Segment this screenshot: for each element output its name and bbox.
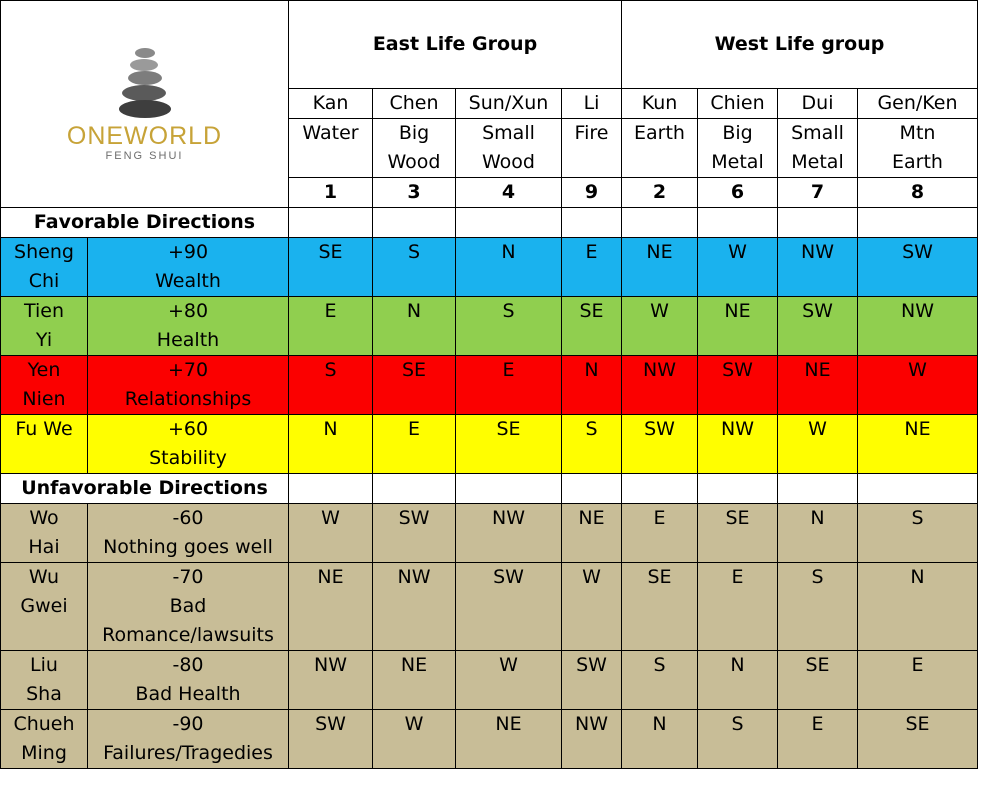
direction-cell: NE (289, 563, 373, 651)
star-name-line: Sha (26, 683, 62, 705)
star-name-line: Gwei (20, 595, 68, 617)
direction-cell: W (858, 356, 978, 415)
trigram-element-line: Big (398, 122, 430, 144)
direction-cell: SE (858, 710, 978, 769)
star-name (1, 415, 88, 474)
direction-cell: NW (778, 238, 858, 297)
star-name-line: Wu (28, 566, 60, 588)
direction-cell: S (622, 651, 698, 710)
star-description-line: +80 (167, 300, 209, 322)
direction-cell: W (562, 563, 622, 651)
star-name-line: Chueh (13, 713, 75, 735)
star-description-line: Romance/lawsuits (102, 624, 274, 646)
direction-cell: SE (456, 415, 562, 474)
west-life-group-header: West Life group (622, 1, 978, 89)
direction-cell: E (562, 238, 622, 297)
star-description (88, 563, 289, 651)
trigram-element (373, 119, 456, 178)
trigram-element-line: Fire (574, 122, 609, 144)
star-description-line: -60 (172, 507, 204, 529)
star-name (1, 356, 88, 415)
kua-number: 4 (456, 178, 562, 208)
direction-cell: NW (858, 297, 978, 356)
direction-cell: SE (373, 356, 456, 415)
direction-cell: S (456, 297, 562, 356)
trigram-element-line: Big (722, 122, 753, 144)
direction-cell: SE (289, 238, 373, 297)
direction-cell: SW (778, 297, 858, 356)
star-name (1, 504, 88, 563)
brand-tagline: FENG SHUI (105, 150, 184, 162)
direction-row (1, 651, 978, 710)
stacked-stones-logo-icon (110, 45, 180, 119)
direction-cell: SE (698, 504, 778, 563)
logo-cell (1, 1, 289, 208)
trigram-element (858, 119, 978, 178)
trigram-name: Li (562, 89, 622, 119)
direction-cell: SE (778, 651, 858, 710)
direction-cell: N (456, 238, 562, 297)
kua-number: 8 (858, 178, 978, 208)
direction-cell: S (373, 238, 456, 297)
trigram-element-line: Small (482, 122, 535, 144)
direction-row (1, 504, 978, 563)
direction-row (1, 238, 978, 297)
kua-number: 3 (373, 178, 456, 208)
star-description (88, 238, 289, 297)
direction-cell: N (622, 710, 698, 769)
star-name-line: Hai (28, 536, 60, 558)
trigram-element-line: Wood (482, 151, 535, 173)
direction-cell: N (373, 297, 456, 356)
kua-number: 7 (778, 178, 858, 208)
star-description-line: Health (156, 329, 220, 351)
direction-cell: W (289, 504, 373, 563)
direction-row (1, 415, 978, 474)
star-name-line: Tien (23, 300, 65, 322)
direction-cell: NE (698, 297, 778, 356)
direction-cell: SW (858, 238, 978, 297)
direction-cell: NE (373, 651, 456, 710)
direction-cell: SW (373, 504, 456, 563)
trigram-element (289, 119, 373, 178)
star-description-line: Nothing goes well (103, 536, 273, 558)
direction-row (1, 356, 978, 415)
direction-cell: N (698, 651, 778, 710)
direction-cell: N (778, 504, 858, 563)
star-description (88, 415, 289, 474)
direction-cell: NW (373, 563, 456, 651)
kua-number: 9 (562, 178, 622, 208)
direction-cell: NE (622, 238, 698, 297)
direction-cell: S (289, 356, 373, 415)
trigram-element (778, 119, 858, 178)
direction-cell: S (698, 710, 778, 769)
kua-number: 1 (289, 178, 373, 208)
star-name-line: Chi (28, 270, 60, 292)
favorable-directions-heading: Favorable Directions (1, 208, 289, 238)
direction-cell: N (858, 563, 978, 651)
star-description-line: +90 (167, 241, 209, 263)
direction-cell: S (858, 504, 978, 563)
direction-row (1, 297, 978, 356)
star-description-line: -70 (172, 566, 204, 588)
direction-cell: NE (858, 415, 978, 474)
star-name-line: Ming (21, 742, 67, 764)
trigram-name: Dui (778, 89, 858, 119)
trigram-element-line: Earth (892, 151, 943, 173)
direction-cell: NW (289, 651, 373, 710)
star-description-line: -90 (172, 713, 204, 735)
direction-cell: N (562, 356, 622, 415)
direction-cell: W (698, 238, 778, 297)
star-name (1, 563, 88, 651)
direction-cell: E (289, 297, 373, 356)
direction-cell: W (778, 415, 858, 474)
trigram-name: Chen (373, 89, 456, 119)
star-name-line: Sheng (14, 241, 74, 263)
star-description-line: +60 (167, 418, 209, 440)
star-name (1, 297, 88, 356)
star-description (88, 504, 289, 563)
direction-cell: NW (622, 356, 698, 415)
trigram-element-line: Metal (791, 151, 844, 173)
star-description (88, 651, 289, 710)
star-name-line: Yi (35, 329, 53, 351)
direction-cell: S (778, 563, 858, 651)
direction-cell: SW (698, 356, 778, 415)
star-name-line: Nien (22, 388, 66, 410)
kua-number: 6 (698, 178, 778, 208)
star-description (88, 297, 289, 356)
trigram-element-line: Wood (387, 151, 441, 173)
star-description-line: Failures/Tragedies (103, 742, 273, 764)
direction-cell: SW (562, 651, 622, 710)
star-description (88, 710, 289, 769)
trigram-name: Kan (289, 89, 373, 119)
direction-row (1, 563, 978, 651)
direction-cell: SW (289, 710, 373, 769)
direction-row (1, 710, 978, 769)
direction-cell: N (289, 415, 373, 474)
star-name-line: Yen (27, 359, 61, 381)
trigram-element (562, 119, 622, 178)
trigram-element (622, 119, 698, 178)
star-description-line: +70 (167, 359, 209, 381)
direction-cell: NW (562, 710, 622, 769)
trigram-element (456, 119, 562, 178)
direction-cell: E (778, 710, 858, 769)
trigram-name: Chien (698, 89, 778, 119)
trigram-element-line: Water (302, 122, 359, 144)
star-name-line: Fu We (15, 418, 73, 440)
trigram-element-line: Metal (711, 151, 764, 173)
direction-cell: E (622, 504, 698, 563)
trigram-element-line: Mtn (899, 122, 936, 144)
star-description-line: Bad Health (135, 683, 241, 705)
direction-cell: W (622, 297, 698, 356)
trigram-element (698, 119, 778, 178)
star-name-line: Liu (30, 654, 58, 676)
trigram-element-line: Small (791, 122, 844, 144)
star-name-line: Wo (29, 507, 59, 529)
star-name (1, 238, 88, 297)
direction-cell: E (456, 356, 562, 415)
star-description-line: Stability (149, 447, 227, 469)
kua-number: 2 (622, 178, 698, 208)
star-description-line: Wealth (155, 270, 221, 292)
east-life-group-header: East Life Group (289, 1, 622, 89)
direction-cell: SE (562, 297, 622, 356)
star-name (1, 651, 88, 710)
trigram-name: Gen/Ken (858, 89, 978, 119)
trigram-element-line: Earth (634, 122, 685, 144)
direction-cell: S (562, 415, 622, 474)
direction-cell: SW (456, 563, 562, 651)
brand-name: ONEWORLD (66, 122, 223, 150)
direction-cell: NW (456, 504, 562, 563)
trigram-name: Kun (622, 89, 698, 119)
direction-cell: W (456, 651, 562, 710)
trigram-name: Sun/Xun (456, 89, 562, 119)
direction-cell: E (373, 415, 456, 474)
star-description-line: -80 (172, 654, 204, 676)
direction-cell: NW (698, 415, 778, 474)
direction-cell: SE (622, 563, 698, 651)
direction-cell: SW (622, 415, 698, 474)
direction-cell: E (698, 563, 778, 651)
star-name (1, 710, 88, 769)
direction-cell: NE (456, 710, 562, 769)
star-description-line: Bad (169, 595, 207, 617)
unfavorable-directions-heading: Unfavorable Directions (1, 474, 289, 504)
direction-cell: NE (778, 356, 858, 415)
direction-cell: W (373, 710, 456, 769)
direction-cell: E (858, 651, 978, 710)
star-description (88, 356, 289, 415)
star-description-line: Relationships (124, 388, 252, 410)
direction-cell: NE (562, 504, 622, 563)
